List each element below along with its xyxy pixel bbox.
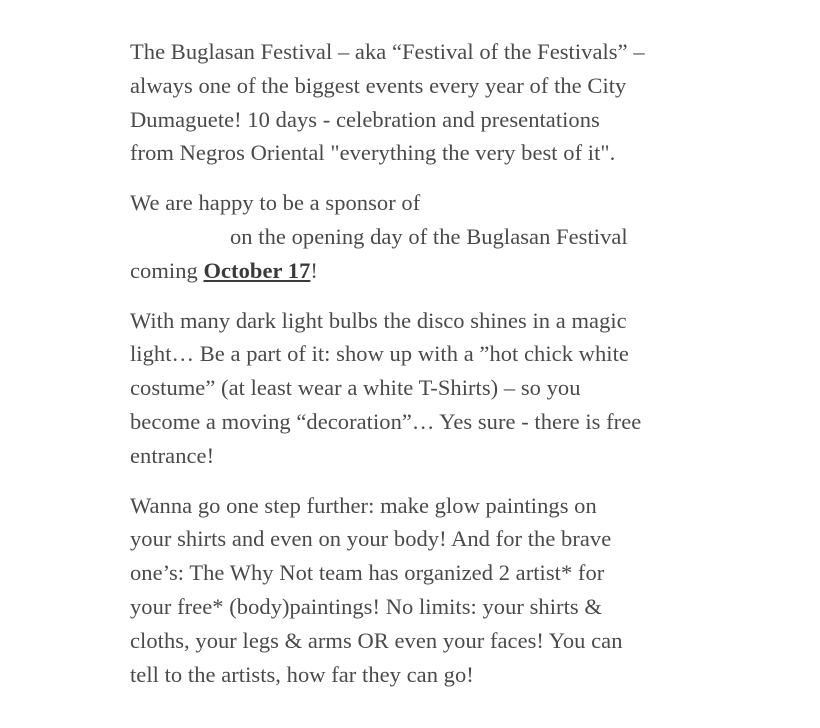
text-line: light… Be a part of it: show up with a ”hot chick white xyxy=(130,341,629,367)
text-line: Dumaguete! 10 days - celebration and presentations xyxy=(130,106,600,132)
text-fragment: coming xyxy=(130,257,204,283)
text-line: costume” (at least wear a white T-Shirts) – so you xyxy=(130,375,581,401)
text-line: always one of the biggest events every year of the City xyxy=(130,72,627,98)
text-line: Wanna go one step further: make glow paintings on xyxy=(130,492,597,518)
event-date-link[interactable]: October 17 xyxy=(203,257,311,283)
text-line: We are happy to be a sponsor of xyxy=(130,190,421,216)
paragraph-intro xyxy=(130,35,705,170)
text-fragment: ! xyxy=(310,257,318,283)
text-line: your free* (body)paintings! No limits: your shirts & xyxy=(130,593,602,619)
text-line: one’s: The Why Not team has organized 2 artist* for xyxy=(130,560,605,586)
paragraph-sponsor xyxy=(130,186,705,287)
text-line: cloths, your legs & arms OR even your faces! You can xyxy=(130,627,623,653)
text-line: become a moving “decoration”… Yes sure - there is free xyxy=(130,408,642,434)
text-line: on the opening day of the Buglasan Festival xyxy=(230,223,628,249)
text-line: your shirts and even on your body! And for the brave xyxy=(130,526,612,552)
text-line: entrance! xyxy=(130,442,215,468)
text-line: tell to the artists, how far they can go! xyxy=(130,661,474,687)
text-line xyxy=(130,254,705,288)
text-line: from Negros Oriental "everything the very best of it". xyxy=(130,140,616,166)
article-body xyxy=(130,35,705,707)
paragraph-paintings xyxy=(130,489,705,692)
paragraph-disco xyxy=(130,304,705,473)
text-line: The Buglasan Festival – aka “Festival of the Festivals” – xyxy=(130,39,645,64)
text-line: With many dark light bulbs the disco shines in a magic xyxy=(130,307,627,333)
